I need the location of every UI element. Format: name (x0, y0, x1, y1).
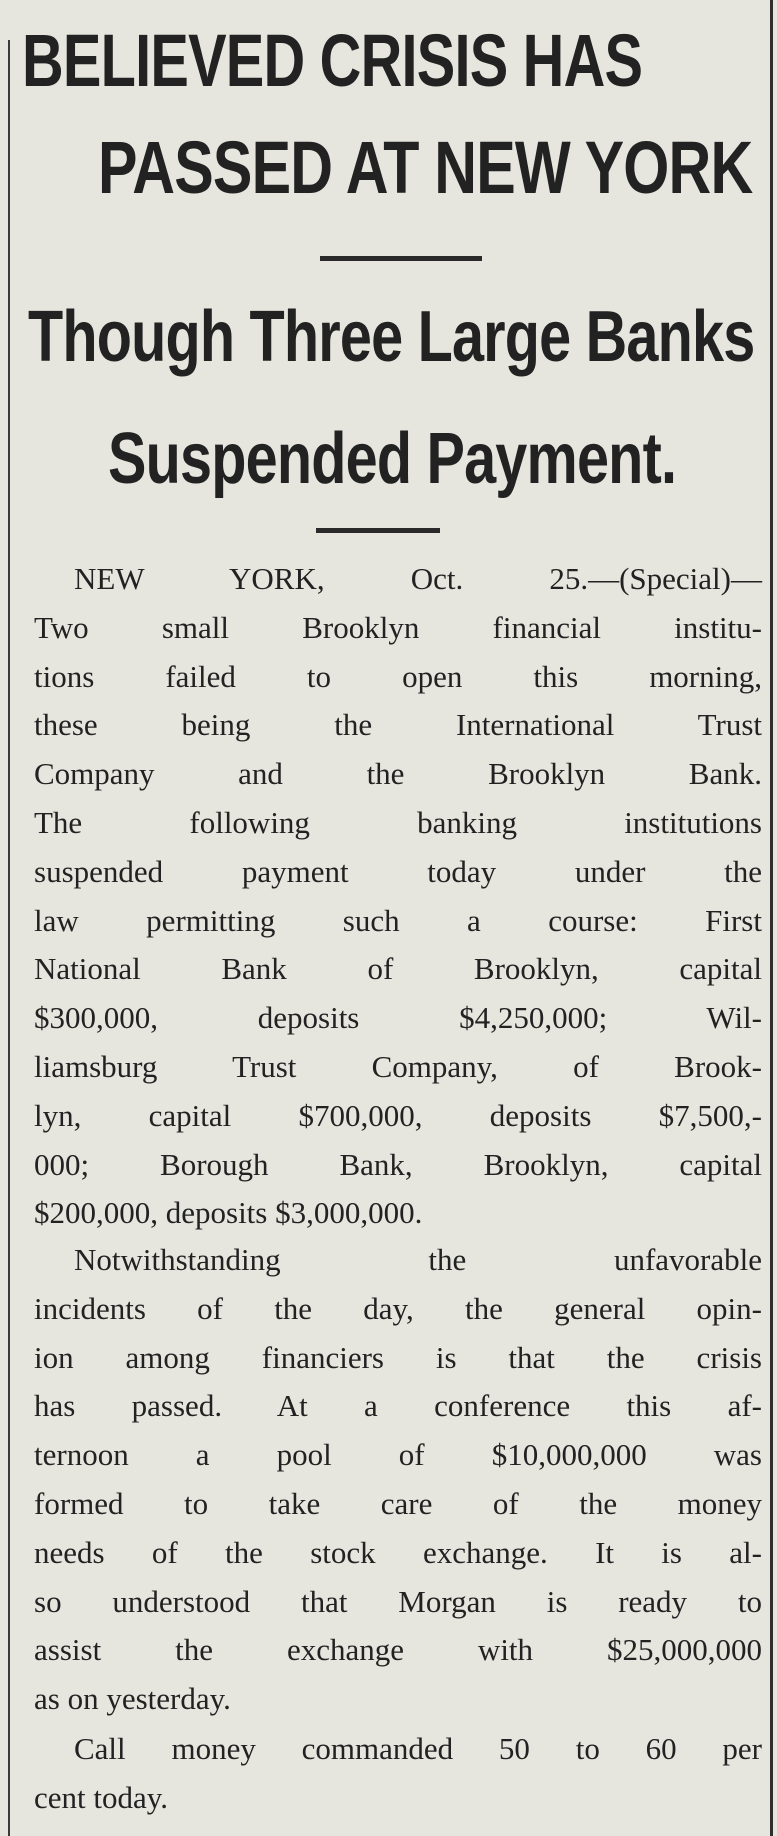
paragraph-line: lyn, capital $700,000, deposits $7,500,- (34, 1097, 762, 1133)
paragraph-line: suspended payment today under the (34, 853, 762, 889)
paragraph-line: ternoon a pool of $10,000,000 was (34, 1437, 762, 1473)
paragraph-line: cent today. (34, 1779, 168, 1815)
paragraph-line: Notwithstanding the unfavorable (74, 1242, 762, 1277)
paragraph-line: has passed. At a conference this af- (34, 1388, 762, 1424)
article-paragraph-1 (34, 555, 762, 1238)
column-rule-right (770, 0, 773, 1836)
headline-line-1: BELIEVED CRISIS HAS (22, 19, 643, 102)
paragraph-line: NEW YORK, Oct. 25.—(Special)— (74, 561, 762, 596)
headline-divider (320, 256, 482, 261)
paragraph-line: assist the exchange with $25,000,000 (34, 1632, 762, 1668)
column-rule-left (8, 40, 10, 1836)
paragraph-line: Two small Brooklyn financial institu- (34, 609, 762, 645)
paragraph-line: tions failed to open this morning, (34, 658, 762, 694)
paragraph-line: formed to take care of the money (34, 1485, 762, 1521)
article-paragraph-2 (34, 1236, 762, 1724)
subhead-line-2: Suspended Payment. (108, 419, 677, 499)
paragraph-line: so understood that Morgan is ready to (34, 1583, 762, 1619)
headline-line-2: PASSED AT NEW YORK (98, 126, 753, 209)
paragraph-line: Company and the Brooklyn Bank. (34, 756, 762, 792)
paragraph-line: these being the International Trust (34, 707, 762, 743)
paragraph-line: needs of the stock exchange. It is al- (34, 1534, 762, 1570)
paragraph-line: The following banking institutions (34, 804, 762, 840)
subhead-divider (316, 528, 440, 533)
paragraph-line: law permitting such a course: First (34, 902, 762, 938)
paragraph-line: as on yesterday. (34, 1681, 231, 1717)
paragraph-line: liamsburg Trust Company, of Brook- (34, 1048, 762, 1084)
paragraph-line: National Bank of Brooklyn, capital (34, 951, 762, 987)
paragraph-line: $200,000, deposits $3,000,000. (34, 1195, 423, 1231)
paragraph-line: $300,000, deposits $4,250,000; Wil- (34, 1000, 762, 1036)
paragraph-line: Call money commanded 50 to 60 per (74, 1731, 762, 1766)
article-paragraph-3 (34, 1725, 762, 1823)
paragraph-line: 000; Borough Bank, Brooklyn, capital (34, 1146, 762, 1182)
subhead-line-1: Though Three Large Banks (28, 297, 755, 377)
paragraph-line: ion among financiers is that the crisis (34, 1339, 762, 1375)
paragraph-line: incidents of the day, the general opin- (34, 1290, 762, 1326)
